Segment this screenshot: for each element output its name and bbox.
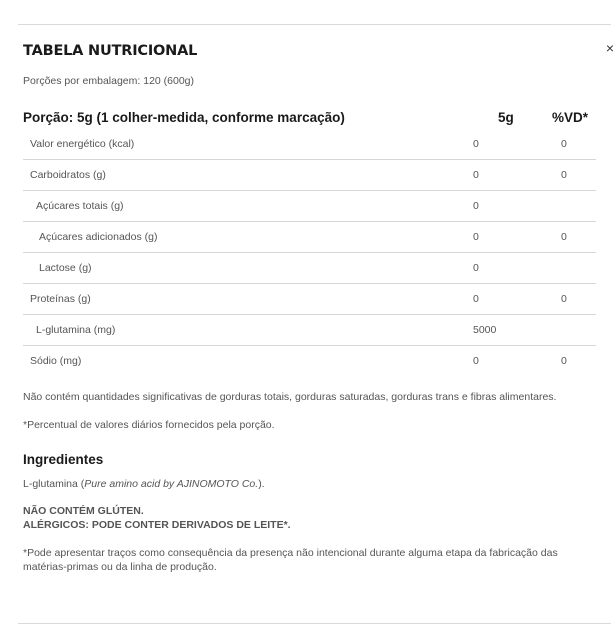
nutrient-name: L-glutamina (mg) <box>23 315 473 346</box>
portion-column-header: 5g <box>498 109 514 125</box>
portion-value: 0 <box>473 355 479 367</box>
nutrient-name: Açúcares totais (g) <box>23 191 473 222</box>
servings-per-package: Porções por embalagem: 120 (600g) <box>23 75 195 87</box>
dv-value <box>561 253 596 284</box>
nutrient-name: Valor energético (kcal) <box>23 129 473 160</box>
table-row <box>23 222 596 253</box>
bottom-divider <box>18 623 611 624</box>
table-row <box>23 346 596 377</box>
table-row <box>23 315 596 346</box>
ingredient-source: Pure amino acid by AJINOMOTO Co. <box>84 478 259 490</box>
portion-value: 0 <box>473 160 561 191</box>
portion-label: Porção: 5g (1 colher-medida, conforme marcação) <box>23 109 345 125</box>
gluten-warning: NÃO CONTÉM GLÚTEN. <box>23 505 144 517</box>
portion-value: 5000 <box>473 315 561 346</box>
table-row <box>23 129 596 160</box>
table-header <box>23 105 596 129</box>
portion-value: 0 <box>473 284 561 315</box>
dv-value: 0 <box>561 160 596 191</box>
ingredient-close: ). <box>258 478 265 490</box>
table-row <box>23 284 596 315</box>
page-title: TABELA NUTRICIONAL <box>23 43 198 59</box>
portion-value: 0 <box>473 191 561 222</box>
dv-value: 0 <box>561 355 567 367</box>
dv-value <box>561 315 596 346</box>
portion-value: 0 <box>473 129 561 160</box>
allergen-warnings <box>23 504 596 532</box>
nutrient-name: Açúcares adicionados (g) <box>23 222 473 253</box>
allergen-warning: ALÉRGICOS: PODE CONTER DERIVADOS DE LEITE*. <box>23 519 291 531</box>
table-row <box>23 191 596 222</box>
nutrient-name: Lactose (g) <box>23 253 473 284</box>
dv-value: 0 <box>561 222 596 253</box>
table-row <box>23 160 596 191</box>
nutrient-name: Proteínas (g) <box>23 284 473 315</box>
trace-footnote: *Pode apresentar traços como consequência da presença não intencional durante alguma etapa da fabricação das matérias-primas ou da linha de produção. <box>23 547 558 573</box>
top-divider <box>18 24 611 25</box>
dv-value: 0 <box>561 129 596 160</box>
ingredients-title: Ingredientes <box>23 452 104 467</box>
dv-value: 0 <box>561 284 596 315</box>
nutrition-panel <box>23 41 596 574</box>
portion-value: 0 <box>473 253 561 284</box>
percent-note: *Percentual de valores diários fornecidos pela porção. <box>23 419 275 431</box>
ingredients-text <box>23 477 596 491</box>
fat-note: Não contém quantidades significativas de gorduras totais, gorduras saturadas, gorduras trans e fibras alimentares. <box>23 391 557 403</box>
dv-value <box>561 191 596 222</box>
nutrient-name: Sódio (mg) <box>30 355 82 367</box>
close-icon[interactable]: × <box>605 40 614 56</box>
nutrient-name: Carboidratos (g) <box>23 160 473 191</box>
dv-column-header: %VD* <box>552 109 589 125</box>
table-row <box>23 253 596 284</box>
portion-value: 0 <box>473 222 561 253</box>
nutrition-table <box>23 129 596 376</box>
ingredient-main: L-glutamina ( <box>23 478 85 490</box>
